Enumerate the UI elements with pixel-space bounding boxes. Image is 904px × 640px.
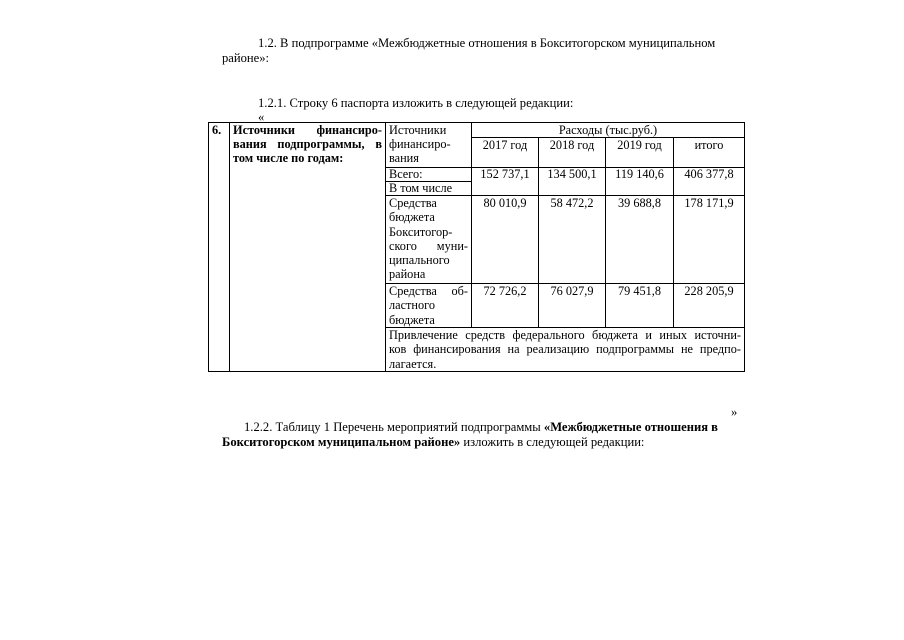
district-budget-label	[386, 196, 472, 284]
district-label-line: бюджета	[389, 210, 435, 225]
year-header-2017: 2017 год	[472, 138, 539, 168]
district-value-2017: 80 010,9	[472, 196, 539, 284]
federal-funding-note	[386, 328, 745, 372]
regional-value-2017: 72 726,2	[472, 284, 539, 328]
section-1-2-line1: 1.2. В подпрограмме «Межбюджетные отношения в Бокситогорском муниципальном	[258, 36, 716, 50]
total-value-2019: 119 140,6	[606, 168, 674, 196]
subprogram-name-part1: «Межбюджетные отношения в	[543, 420, 718, 434]
total-header: итого	[674, 138, 745, 168]
district-label-line: района	[389, 267, 426, 282]
year-header-2019: 2019 год	[606, 138, 674, 168]
district-value-2018: 58 472,2	[539, 196, 606, 284]
total-label: Всего:	[386, 168, 472, 182]
total-value-2018: 134 500,1	[539, 168, 606, 196]
section-1-2-line2: районе»:	[222, 51, 270, 65]
section-1-2-2-ending: изложить в следующей редакции:	[460, 435, 645, 449]
regional-value-2018: 76 027,9	[539, 284, 606, 328]
expenses-header: Расходы (тыс.руб.)	[472, 123, 745, 138]
passport-row-6-table	[208, 122, 745, 372]
closing-quote: »	[731, 405, 738, 419]
district-label-line: Бокситогор-	[389, 224, 453, 239]
sources-header	[386, 123, 472, 168]
sources-header-line: финансиро-	[389, 137, 451, 152]
including-label: В том числе	[386, 182, 472, 196]
row-name-line: Источники финансиро-	[233, 123, 382, 137]
note-line: лагается.	[389, 356, 437, 371]
total-value-2017: 152 737,1	[472, 168, 539, 196]
note-line: ков финансирования на реализацию подпрограммы не предпо-	[389, 342, 741, 357]
sources-header-line: вания	[389, 151, 419, 166]
regional-label-line: ластного	[389, 298, 436, 313]
row-name	[230, 123, 386, 372]
regional-budget-label	[386, 284, 472, 328]
regional-label-line: Средства об-	[389, 284, 468, 299]
district-value-sum: 178 171,9	[674, 196, 745, 284]
year-header-2018: 2018 год	[539, 138, 606, 168]
district-label-line: ципального	[389, 253, 450, 268]
section-1-2-2-text: 1.2.2. Таблицу 1 Перечень мероприятий подпрограммы	[244, 420, 544, 434]
regional-value-2019: 79 451,8	[606, 284, 674, 328]
section-1-2-1-heading: 1.2.1. Строку 6 паспорта изложить в следующей редакции:	[258, 96, 574, 110]
section-1-2-2-line1	[244, 420, 718, 435]
row-name-line: том числе по годам:	[233, 151, 344, 166]
opening-quote: «	[258, 110, 265, 124]
row-name-line: вания подпрограммы, в	[233, 137, 382, 152]
total-value-sum: 406 377,8	[674, 168, 745, 196]
row-number: 6.	[209, 123, 230, 372]
district-value-2019: 39 688,8	[606, 196, 674, 284]
regional-label-line: бюджета	[389, 312, 435, 327]
subprogram-name-part2: Бокситогорском муниципальном районе»	[222, 435, 461, 449]
section-1-2-2-line2	[222, 435, 644, 450]
district-label-line: ского муни-	[389, 238, 468, 253]
regional-value-sum: 228 205,9	[674, 284, 745, 328]
sources-header-line: Источники	[389, 123, 447, 137]
note-line: Привлечение средств федерального бюджета и иных источни-	[389, 328, 741, 343]
district-label-line: Средства	[389, 196, 437, 211]
